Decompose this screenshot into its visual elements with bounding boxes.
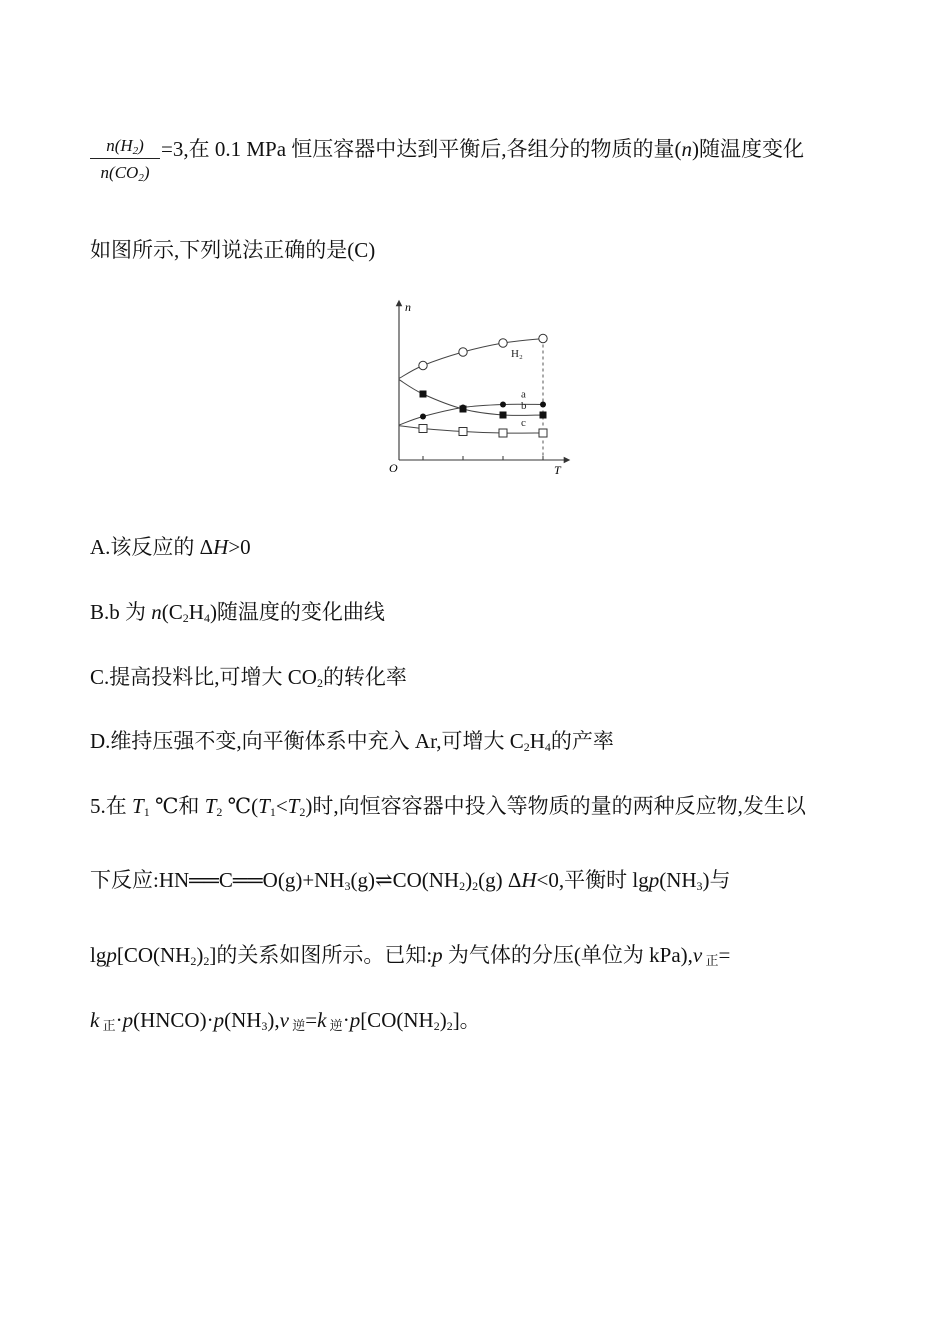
q5-l2-e: <0,平衡时 lg — [536, 868, 649, 892]
q5-l1-t2: T — [204, 794, 217, 818]
point-2-2 — [500, 412, 507, 419]
option-b-pre: B.b 为 — [90, 600, 152, 624]
q5-l3-a: lg — [90, 943, 107, 967]
q5-l4-f: · — [342, 1008, 350, 1032]
option-a-var: H — [213, 535, 229, 559]
q5-l1-s3: 1 — [269, 805, 276, 819]
option-b-post: )随温度的变化曲线 — [209, 600, 385, 624]
q5-l1-s1: 1 — [143, 805, 150, 819]
num-n: n — [106, 136, 115, 155]
q5-l3-c: ) — [196, 943, 204, 967]
q5-l4-p3: p — [349, 1008, 361, 1032]
option-c — [90, 663, 407, 691]
q5-l4-p2: p — [213, 1008, 225, 1032]
y-axis-label: n — [405, 300, 411, 314]
q5-l2-g: )与 — [702, 868, 731, 892]
line-1-var: n — [681, 137, 693, 161]
option-d — [90, 727, 614, 755]
point-1-0 — [420, 414, 426, 420]
q5-l2-c: ) — [465, 868, 473, 892]
q5-l1-s2: 2 — [216, 805, 223, 819]
point-2-3 — [540, 412, 547, 419]
option-b-h: H — [188, 600, 204, 624]
point-3-3 — [539, 429, 547, 437]
line-1-text: =3,在 0.1 MPa 恒压容器中达到平衡后,各组分的物质的量( — [161, 137, 682, 161]
q5-l3-f: = — [718, 943, 731, 967]
point-2-0 — [420, 391, 427, 398]
origin-label: O — [389, 461, 398, 475]
q5-l2-a: 下反应:HN══C══O(g)+NH — [90, 868, 345, 892]
option-c-post: 的转化率 — [322, 665, 407, 689]
q5-l4-sub2: 逆 — [288, 1018, 306, 1033]
q5-l4-c: (NH — [224, 1008, 262, 1032]
num-open: ( — [114, 136, 121, 155]
den-co: CO — [114, 163, 139, 182]
fraction-numerator — [90, 134, 160, 159]
q5-l3-s2: 2 — [203, 954, 210, 968]
option-a-post: >0 — [228, 535, 251, 559]
point-0-0 — [419, 361, 427, 369]
feed-ratio-fraction — [90, 134, 160, 185]
q5-l1-e: )时,向恒容容器中投入等物质的量的两种反应物,发生以 — [305, 794, 806, 818]
q5-l2-h: H — [521, 868, 537, 892]
point-0-3 — [539, 334, 547, 342]
option-b-sub1: 2 — [182, 611, 189, 625]
q5-l4-g: [CO(NH — [360, 1008, 434, 1032]
question-stem: 如图所示,下列说法正确的是(C) — [90, 238, 376, 262]
q5-l3-d: ]的关系如图所示。已知: — [209, 943, 433, 967]
q5-l4-i: ]。 — [452, 1008, 481, 1032]
q5-l4-e: = — [305, 1008, 318, 1032]
q5-l3-b: [CO(NH — [116, 943, 191, 967]
option-a-pre: A.该反应的 Δ — [90, 535, 214, 559]
point-1-3 — [540, 402, 546, 408]
q5-l2-s2: 2 — [459, 879, 466, 893]
x-axis-label: T — [554, 463, 561, 477]
q5-l1-t3: T — [258, 794, 270, 818]
q5-l1-d: < — [275, 794, 288, 818]
q5-l4-s3: 2 — [446, 1019, 453, 1033]
series-label-2: b — [521, 400, 527, 412]
option-c-sub: 2 — [316, 676, 323, 690]
point-3-2 — [499, 429, 507, 437]
fraction-denominator — [90, 159, 160, 185]
q5-l4-sub1: 正 — [99, 1018, 116, 1033]
point-3-0 — [419, 425, 427, 433]
den-sub: 2 — [138, 172, 144, 184]
q5-l2-b: (g)⇌CO(NH — [350, 868, 460, 892]
option-d-sub2: 4 — [544, 740, 551, 754]
q5-l2-d: (g) Δ — [478, 868, 522, 892]
option-d-post: 的产率 — [550, 729, 614, 753]
q5-l1-b: ℃和 — [149, 794, 205, 818]
option-b-sub2: 4 — [203, 611, 210, 625]
q5-l1-a: 5.在 — [90, 794, 132, 818]
q5-l4-v: v — [279, 1008, 289, 1032]
option-a — [90, 533, 251, 561]
q5-l1-t4: T — [287, 794, 300, 818]
q5-l2-f: (NH — [659, 868, 697, 892]
q5-l4-k: k — [90, 1008, 100, 1032]
option-d-sub1: 2 — [523, 740, 530, 754]
num-close: ) — [138, 136, 144, 155]
line-1 — [161, 135, 804, 163]
point-1-2 — [500, 402, 506, 408]
q5-l2-p: p — [648, 868, 660, 892]
series-label-3: c — [521, 417, 526, 429]
option-c-pre: C.提高投料比,可增大 CO — [90, 665, 317, 689]
option-d-h: H — [529, 729, 545, 753]
q5-l1-c: ℃( — [222, 794, 259, 818]
q5-l3-p: p — [106, 943, 117, 967]
q5-line-1 — [90, 792, 806, 820]
q5-l1-s4: 2 — [299, 805, 306, 819]
q5-l2-s4: 3 — [696, 879, 703, 893]
point-3-1 — [459, 428, 467, 436]
q5-l4-s1: 3 — [261, 1019, 268, 1033]
option-b — [90, 598, 385, 626]
q5-l4-p1: p — [122, 1008, 134, 1032]
q5-l4-sub3: 逆 — [326, 1018, 343, 1033]
q5-l1-t1: T — [132, 794, 144, 818]
q5-l4-d: ), — [267, 1008, 280, 1032]
series-label-0: H₂ — [511, 348, 523, 360]
option-b-c: (C — [161, 600, 183, 624]
den-open: ( — [109, 163, 115, 182]
q5-l4-a: · — [115, 1008, 123, 1032]
option-b-var: n — [151, 600, 162, 624]
series-label-1: a — [521, 388, 526, 401]
point-0-2 — [499, 339, 507, 347]
den-n: n — [100, 163, 110, 182]
q5-l4-b: (HNCO)· — [133, 1008, 214, 1032]
chart — [385, 295, 585, 480]
den-close: ) — [143, 163, 150, 182]
num-sub: 2 — [132, 145, 139, 157]
q5-l2-s1: 3 — [344, 879, 351, 893]
q5-l4-k2: k — [317, 1008, 327, 1032]
q5-l4-s2: 2 — [433, 1019, 440, 1033]
line-1-end: )随温度变化 — [692, 137, 805, 161]
option-d-pre: D.维持压强不变,向平衡体系中充入 Ar,可增大 C — [90, 729, 524, 753]
q5-line-4 — [90, 1006, 481, 1034]
q5-l3-p2: p — [432, 943, 443, 967]
point-2-1 — [460, 406, 467, 413]
q5-l3-sub: 正 — [702, 953, 719, 968]
q5-l3-e: 为气体的分压(单位为 kPa), — [442, 943, 693, 967]
q5-l3-s1: 2 — [190, 954, 197, 968]
q5-l2-s3: 2 — [472, 879, 479, 893]
q5-line-3 — [90, 941, 730, 969]
q5-line-2 — [90, 866, 731, 894]
point-0-1 — [459, 348, 467, 356]
q5-l4-h: ) — [439, 1008, 447, 1032]
q5-l3-v: v — [692, 943, 703, 967]
num-h: H — [120, 136, 133, 155]
